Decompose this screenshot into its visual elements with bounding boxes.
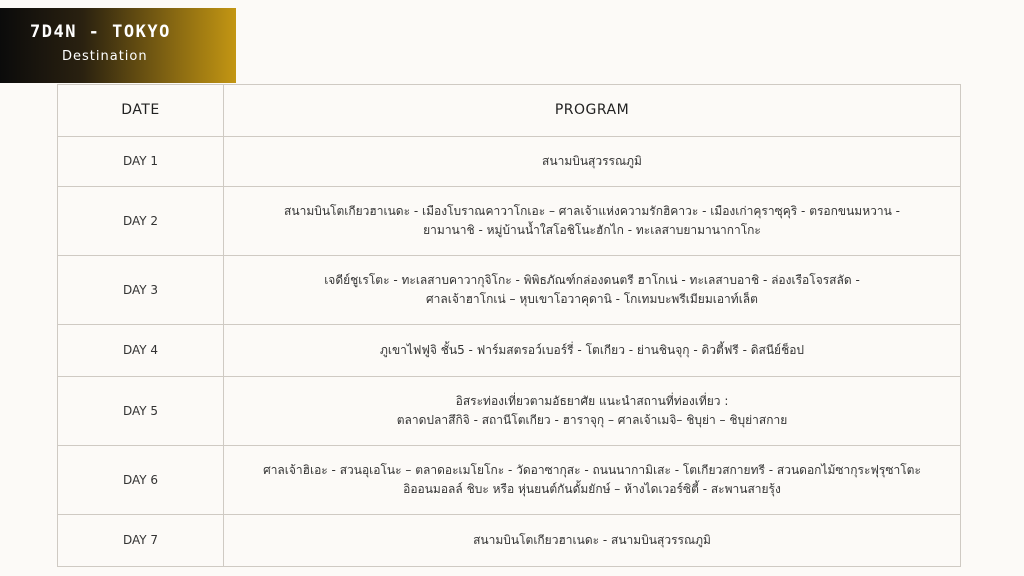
table-row [58, 137, 961, 187]
day-cell: DAY 6 [58, 446, 224, 515]
banner-title: 7D4N - TOKYO [30, 22, 171, 42]
program-line: ภูเขาไฟฟูจิ ชั้น5 - ฟาร์มสตรอว์เบอร์รี่ - โตเกียว - ย่านชินจุกุ - ดิวตี้ฟรี - ดิสนีย์ช็อป [379, 343, 805, 357]
banner-subtitle: Destination [62, 49, 148, 64]
program-cell [224, 377, 961, 446]
title-banner [0, 8, 236, 83]
program-cell [224, 446, 961, 515]
day-cell: DAY 5 [58, 377, 224, 446]
program-line: อิสระท่องเที่ยวตามอัธยาศัย แนะนำสถานที่ท่องเที่ยว : [455, 394, 729, 408]
table-row [58, 515, 961, 567]
table-row [58, 256, 961, 325]
header-program: PROGRAM [224, 85, 961, 137]
program-line: สนามบินสุวรรณภูมิ [542, 154, 642, 168]
table-row [58, 187, 961, 256]
program-line: ตลาดปลาสึกิจิ - สถานีโตเกียว - ฮาราจุกุ – ศาลเจ้าเมจิ– ชิบุย่า – ชิบุย่าสกาย [396, 413, 788, 427]
day-cell: DAY 7 [58, 515, 224, 567]
program-line: เจดีย์ชูเรโตะ - ทะเลสาบคาวากุจิโกะ - พิพิธภัณฑ์กล่องดนตรี ฮาโกเน่ - ทะเลสาบอาชิ - ล่องเรือโจรสลัด - [324, 273, 860, 287]
day-cell: DAY 2 [58, 187, 224, 256]
program-cell [224, 325, 961, 377]
program-cell [224, 137, 961, 187]
program-line: ยามานาชิ - หมู่บ้านน้ำใสโอชิโนะฮักไก - ทะเลสาบยามานากาโกะ [423, 223, 761, 237]
day-cell: DAY 1 [58, 137, 224, 187]
program-line: ศาลเจ้าฮาโกเน่ – หุบเขาโอวาคุดานิ - โกเทมบะพรีเมียมเอาท์เล็ต [426, 292, 758, 306]
program-line: อิออนมอลล์ ชิบะ หรือ หุ่นยนต์กันดั้มยักษ์ – ห้างไดเวอร์ซิตี้ - สะพานสายรุ้ง [403, 482, 781, 496]
program-cell [224, 256, 961, 325]
table-row [58, 446, 961, 515]
day-cell: DAY 3 [58, 256, 224, 325]
day-cell: DAY 4 [58, 325, 224, 377]
program-cell [224, 515, 961, 567]
program-line: สนามบินโตเกียวฮาเนดะ - สนามบินสุวรรณภูมิ [473, 533, 711, 547]
header-date: DATE [58, 85, 224, 137]
table-row [58, 377, 961, 446]
program-line: สนามบินโตเกียวฮาเนดะ - เมืองโบราณคาวาโกเอะ – ศาลเจ้าแห่งความรักฮิคาวะ - เมืองเก่าคุราซุคุริ - ตรอกขนมหวาน - [284, 204, 900, 218]
program-cell [224, 187, 961, 256]
table-row [58, 325, 961, 377]
table-header-row [58, 85, 961, 137]
itinerary-table [57, 84, 961, 567]
program-line: ศาลเจ้าฮิเอะ - สวนอุเอโนะ – ตลาดอะเมโยโกะ - วัดอาซากุสะ - ถนนนากามิเสะ - โตเกียวสกายทรี - สวนดอกไม้ซากุระฟุรุซาโตะ [263, 463, 921, 477]
